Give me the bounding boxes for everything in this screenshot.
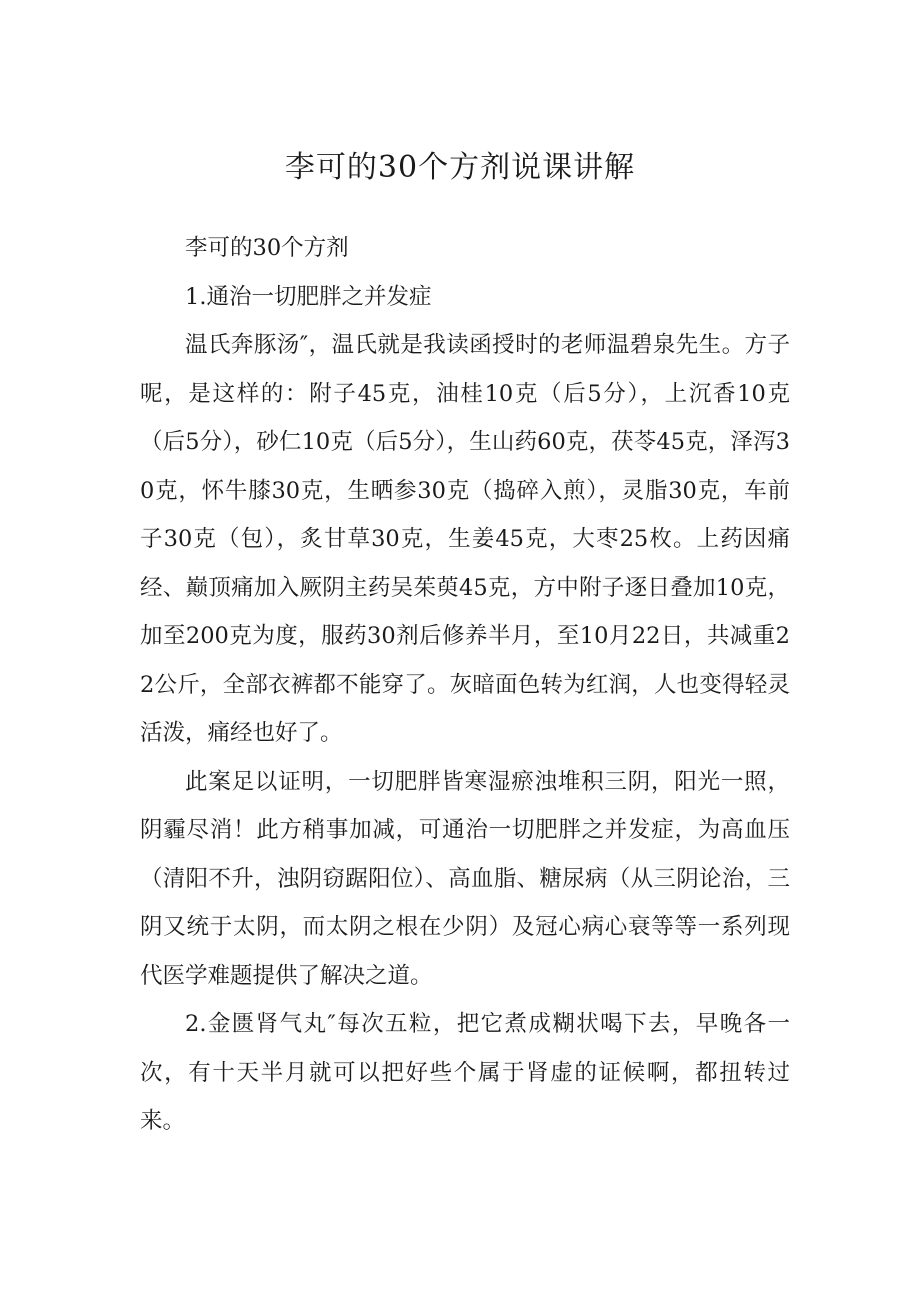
paragraph-formula-description: 温氏奔豚汤″，温氏就是我读函授时的老师温碧泉先生。方子呢，是这样的：附子45克，油桂10克（后5分），上沉香10克（后5分），砂仁10克（后5分），生山药60克，茯苓45克，泽泻30克，怀牛膝30克，生晒参30克（捣碎入煎），灵脂30克，车前子30克（包），炙甘草30克，生姜45克，大枣25枚。上药因痛经、巅顶痛加入厥阴主药吴茱萸45克，方中附子逐日叠加10克，加至200克为度，服药30剂后修养半月，至10月22日，共减重22公斤，全部衣裤都不能穿了。灰暗面色转为红润，人也变得轻灵活泼，痛经也好了。 [140, 332, 790, 746]
paragraph-case-conclusion: 此案足以证明，一切肥胖皆寒湿瘀浊堆积三阴，阳光一照，阴霾尽消！此方稍事加减，可通治一切肥胖之并发症，为高血压（清阳不升，浊阴窃踞阳位）、高血脂、糖尿病（从三阴论治，三阴又统于太阴，而太阴之根在少阴）及冠心病心衰等等一系列现代医学难题提供了解决之道。 [140, 768, 790, 989]
paragraph-section-1-heading: 1.通治一切肥胖之并发症 [185, 283, 432, 310]
document-body [140, 224, 790, 1146]
paragraph-subtitle: 李可的30个方剂 [185, 235, 349, 261]
document-title: 李可的30个方剂说课讲解 [284, 150, 636, 185]
paragraph-section-2: 2.金匮肾气丸″每次五粒，把它煮成糊状喝下去，早晚各一次，有十天半月就可以把好些个属于肾虚的证候啊，都扭转过来。 [140, 1011, 790, 1134]
